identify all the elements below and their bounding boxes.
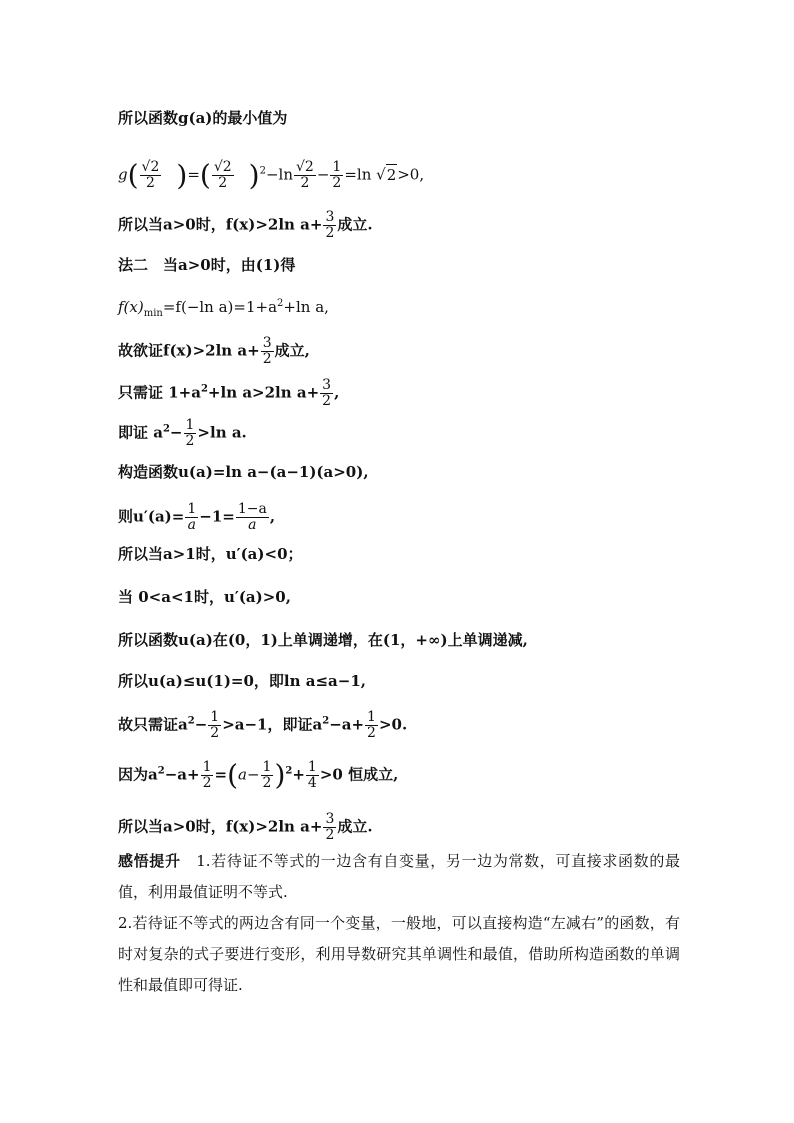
num: √2 [141, 159, 160, 175]
sup: 2 [200, 383, 208, 395]
num: 3 [325, 811, 335, 827]
den: 2 [210, 725, 220, 741]
line-case-lt1 [118, 587, 291, 607]
text: >0, [397, 165, 425, 184]
text: 成立. [337, 215, 373, 234]
insight-text: 1.若待证不等式的一边含有自变量，另一边为常数，可直接求函数的最值，利用最值证明不等式. [118, 852, 680, 901]
text: >a−1，即证a [222, 715, 323, 734]
text: 当 0<a<1时，u′(a)>0, [118, 588, 291, 606]
line-conclusion-2 [118, 812, 373, 843]
text: = [187, 165, 200, 184]
line-only-need [118, 378, 339, 409]
text: +ln a>2ln a+ [207, 383, 320, 402]
line-derivative [118, 502, 275, 533]
fraction [208, 710, 221, 741]
den: 2 [218, 175, 228, 191]
text: 所以u(a)≤u(1)=0，即ln a≤a−1, [118, 672, 366, 690]
line-method-two [118, 255, 295, 275]
sup: 2 [322, 715, 330, 727]
text: 法二 当a>0时，由(1)得 [118, 256, 296, 274]
text: 所以当a>1时，u′(a)<0； [118, 545, 303, 563]
den: 2 [322, 393, 332, 409]
den: 4 [307, 775, 317, 791]
text: −a+ [329, 715, 365, 734]
line-fmin [118, 297, 329, 317]
den: a [187, 517, 196, 533]
paren: ) [274, 758, 286, 792]
fraction [294, 160, 316, 191]
text: 所以当a>0时，f(x)>2ln a+ [118, 817, 323, 836]
line-to-prove [118, 336, 310, 367]
text: g [118, 165, 128, 184]
paren: ( [199, 158, 211, 192]
text: 只需证 1+a [118, 383, 201, 402]
paren: ) [248, 158, 260, 192]
text: 成立. [337, 817, 373, 836]
line-because [118, 760, 398, 791]
den: 2 [185, 433, 195, 449]
num: 3 [325, 209, 335, 225]
num: 1 [332, 159, 342, 175]
text: 即证 a [118, 423, 163, 442]
num: 3 [262, 335, 272, 351]
fraction [330, 160, 343, 191]
den: 2 [146, 175, 155, 191]
den: 2 [325, 827, 335, 843]
text: >ln a. [197, 423, 247, 442]
num: 1 [262, 759, 272, 775]
num: 1 [307, 759, 317, 775]
text: a− [238, 765, 260, 784]
text: f(x) [118, 298, 144, 316]
text: 所以当a>0时，f(x)>2ln a+ [118, 215, 323, 234]
fraction [236, 502, 269, 533]
line-prove-ineq [118, 418, 247, 449]
paren: ( [127, 158, 139, 192]
line-construct [118, 462, 369, 482]
num: 1 [210, 709, 220, 725]
fraction [201, 760, 214, 791]
line-g-value: g( $\frac{√2}{2}$ )=( $\frac{√2}{2}$ )$^2$−ln $\frac{√2}{2}$ − $\frac{1}{2}$ =ln √2>0, [118, 158, 425, 192]
line-ln-bound [118, 671, 366, 691]
den: 2 [325, 225, 335, 241]
num: 1 [185, 417, 195, 433]
sup: 2 [157, 765, 165, 777]
text: − [169, 423, 183, 442]
fraction [184, 418, 197, 449]
text: >0. [378, 715, 408, 734]
sup: 2 [277, 298, 284, 309]
text: −1= [199, 507, 235, 526]
text: 所以函数g(a)的最小值为 [118, 109, 288, 127]
text: =f(−ln a)=1+a [162, 298, 278, 316]
num: 3 [322, 377, 332, 393]
text: 成立, [274, 341, 310, 360]
den: 2 [262, 775, 272, 791]
paren: ) [176, 158, 188, 192]
num: √2 [296, 159, 314, 175]
text: +ln a, [283, 298, 329, 316]
den: 2 [202, 775, 212, 791]
text: −ln [265, 165, 293, 184]
fraction [323, 210, 336, 241]
sup: 2 [187, 715, 195, 727]
text: 故只需证a [118, 715, 188, 734]
fraction [140, 160, 162, 191]
line-case-gt1 [118, 544, 303, 564]
sup: 2 [285, 765, 293, 777]
sub: min [143, 308, 163, 319]
fraction [320, 378, 333, 409]
den: a [248, 517, 257, 533]
text: − [194, 715, 208, 734]
num: 1 [202, 759, 212, 775]
text: = [214, 765, 228, 784]
insight-paragraph-2 [118, 908, 680, 1001]
insight-text: 2.若待证不等式的两边含有同一个变量，一般地，可以直接构造“左减右”的函数，有时对复杂的式子要进行变形，利用导数研究其单调性和最值，借助所构造函数的单调性和最值即可得证. [118, 914, 680, 994]
fraction [185, 502, 198, 533]
fraction [261, 336, 274, 367]
num: 1 [187, 501, 197, 517]
den: 2 [262, 351, 272, 367]
text: −a+ [164, 765, 200, 784]
insight-title: 感悟提升 [118, 852, 181, 870]
text: >0 恒成立, [319, 765, 399, 784]
fraction [261, 760, 274, 791]
num: 1−a [237, 501, 267, 517]
text: − [316, 165, 330, 184]
line-need-prove [118, 710, 407, 741]
sup: 2 [259, 165, 266, 177]
text: 故欲证f(x)>2ln a+ [118, 341, 260, 360]
text: 则u′(a)= [118, 507, 185, 526]
den: 2 [300, 175, 310, 191]
insight-paragraph-1 [118, 846, 680, 908]
fraction [306, 760, 319, 791]
num: √2 [213, 159, 232, 175]
text: =ln [344, 165, 377, 184]
fraction [212, 160, 234, 191]
text: , [269, 507, 276, 526]
line-monotonic [118, 630, 528, 650]
sqrt: 2 [386, 165, 397, 184]
den: 2 [332, 175, 342, 191]
den: 2 [367, 725, 376, 741]
text: , [334, 383, 340, 402]
text: 所以函数u(a)在(0，1)上单调递增，在(1，+∞)上单调递减, [118, 631, 528, 649]
text: 因为a [118, 765, 158, 784]
fraction [365, 710, 378, 741]
text: 构造函数u(a)=ln a−(a−1)(a>0), [118, 463, 369, 481]
sup: 2 [162, 423, 170, 435]
num: 1 [367, 709, 376, 725]
line-min-value [118, 108, 287, 128]
text: + [292, 765, 305, 784]
fraction [323, 812, 336, 843]
paren: ( [227, 758, 238, 792]
line-conclusion-1 [118, 210, 373, 241]
